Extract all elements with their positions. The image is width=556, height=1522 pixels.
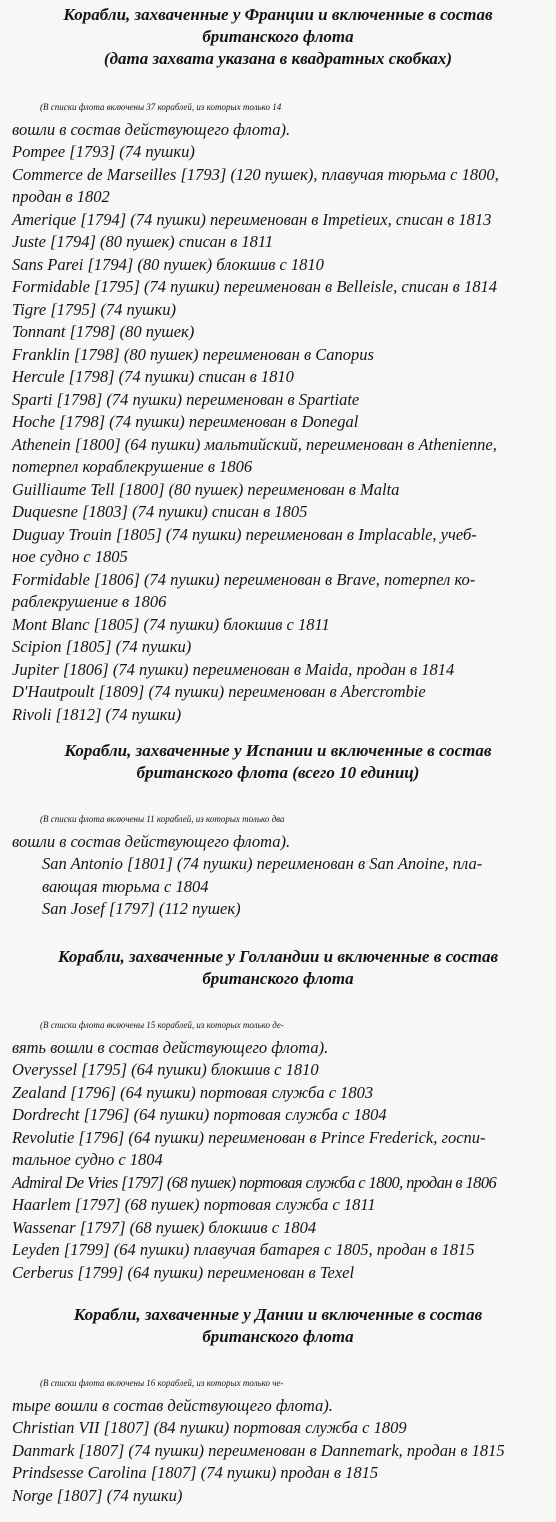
- entry-line: Athenein [1800] (64 пушки) мальтийский, переименован в Athenienne,: [12, 434, 497, 454]
- section-spain: [0, 740, 556, 921]
- entry-line: Prindsesse Carolina [1807] (74 пушки) продан в 1815: [12, 1463, 379, 1482]
- entry-line: Juste [1794] (80 пушек) списан в 1811: [12, 232, 274, 251]
- entry-line: San Antonio [1801] (74 пушки) переименован в San Anoine, пла-: [42, 854, 483, 873]
- entry-line: Norge [1807] (74 пушки): [12, 1485, 183, 1505]
- entry-line: Leyden [1799] (64 пушки) плавучая батарея с 1805, продан в 1815: [12, 1240, 475, 1259]
- ship-entry: [0, 614, 556, 637]
- entry-line: D'Hautpoult [1809] (74 пушки) переименован в Abercrombie: [12, 682, 426, 701]
- ship-entry: [0, 524, 556, 569]
- entry-line: Duguay Trouin [1805] (74 пушки) переименован в Implacable, учеб-: [12, 524, 477, 544]
- entry-line: Haarlem [1797] (68 пушек) портовая служба с 1811: [12, 1195, 376, 1214]
- ship-entry: [0, 321, 556, 344]
- ship-entry: [0, 1172, 556, 1195]
- intro-line: (В списки флота включены 15 кораблей, из которых только де-: [40, 1020, 284, 1030]
- entry-line: Sans Parei [1794] (80 пушек) блокшив с 1810: [12, 254, 324, 274]
- section-heading: [0, 4, 556, 70]
- ship-entry: [0, 1485, 556, 1508]
- ship-entry: [0, 898, 556, 921]
- heading-line: Корабли, захваченные у Испании и включенные в состав: [64, 741, 492, 760]
- ship-entry: [0, 299, 556, 322]
- section-france: [0, 4, 556, 726]
- ship-entry: [0, 209, 556, 232]
- ship-entry: [0, 141, 556, 164]
- heading-line: Корабли, захваченные у Голландии и включенные в состав: [57, 947, 499, 966]
- intro-line: (В списки флота включены 16 кораблей, из которых только че-: [40, 1378, 284, 1388]
- ship-list: [0, 853, 556, 921]
- entry-line: тальное судно с 1804: [12, 1150, 163, 1169]
- ship-entry: [0, 1462, 556, 1485]
- entry-line: Hercule [1798] (74 пушки) списан в 1810: [12, 367, 294, 386]
- section-denmark: [0, 1304, 556, 1507]
- intro-line: (В списки флота включены 11 кораблей, из которых только два: [40, 814, 285, 824]
- entry-line: раблекрушение в 1806: [12, 592, 167, 611]
- entry-line: Rivoli [1812] (74 пушки): [12, 704, 182, 724]
- ship-entry: [0, 434, 556, 479]
- ship-entry: [0, 1059, 556, 1082]
- ship-entry: [0, 569, 556, 614]
- entry-line: Jupiter [1806] (74 пушки) переименован в Maida, продан в 1814: [12, 659, 455, 679]
- section-intro: [0, 808, 556, 853]
- ship-entry: [0, 411, 556, 434]
- ship-entry: [0, 1217, 556, 1240]
- heading-line: британского флота: [202, 969, 354, 988]
- ship-entry: [0, 1082, 556, 1105]
- ship-entry: [0, 254, 556, 277]
- ship-entry: [0, 636, 556, 659]
- heading-line: Корабли, захваченные у Франции и включенные в состав: [63, 5, 493, 24]
- heading-line: Корабли, захваченные у Дании и включенные в состав: [73, 1305, 483, 1324]
- entry-line: Revolutie [1796] (64 пушки) переименован в Prince Frederick, госпи-: [12, 1127, 486, 1147]
- ship-entry: [0, 231, 556, 254]
- heading-line: британского флота: [202, 27, 354, 46]
- entry-line: Commerce de Marseilles [1793] (120 пушек), плавучая тюрьма с 1800,: [12, 164, 499, 184]
- entry-line: San Josef [1797] (112 пушек): [42, 899, 241, 918]
- entry-line: Mont Blanc [1805] (74 пушки) блокшив с 1811: [12, 614, 330, 634]
- entry-line: Franklin [1798] (80 пушек) переименован в Canopus: [12, 344, 374, 364]
- entry-line: Duquesne [1803] (74 пушки) списан в 1805: [12, 502, 308, 521]
- section-heading: [0, 1304, 556, 1348]
- ship-entry: [0, 479, 556, 502]
- ship-list: [0, 1417, 556, 1507]
- entry-line: Amerique [1794] (74 пушки) переименован в Impetieux, списан в 1813: [12, 209, 492, 229]
- entry-line: Tonnant [1798] (80 пушек): [12, 322, 195, 341]
- entry-line: Danmark [1807] (74 пушки) переименован в Dannemark, продан в 1815: [12, 1440, 505, 1460]
- ship-entry: [0, 704, 556, 727]
- ship-entry: [0, 1440, 556, 1463]
- ship-entry: [0, 1262, 556, 1285]
- intro-line: (В списки флота включены 37 кораблей, из которых только 14: [40, 102, 282, 112]
- entry-line: Formidable [1795] (74 пушки) переименован в Belleisle, списан в 1814: [12, 277, 497, 296]
- entry-line: Hoche [1798] (74 пушки) переименован в Donegal: [12, 412, 359, 431]
- entry-line: Sparti [1798] (74 пушки) переименован в Spartiate: [12, 389, 360, 409]
- section-intro: [0, 1014, 556, 1059]
- entry-line: Wassenar [1797] (68 пушек) блокшив с 1804: [12, 1217, 317, 1237]
- entry-line: Zealand [1796] (64 пушки) портовая служба с 1803: [12, 1082, 374, 1102]
- ship-entry: [0, 659, 556, 682]
- entry-line: Dordrecht [1796] (64 пушки) портовая служба с 1804: [12, 1105, 387, 1124]
- ship-entry: [0, 276, 556, 299]
- section-intro: [0, 96, 556, 141]
- ship-entry: [0, 1194, 556, 1217]
- entry-line: Admiral De Vries [1797] (68 пушек) портовая служба с 1800, продан в 1806: [12, 1172, 497, 1192]
- section-netherlands: [0, 946, 556, 1284]
- ship-entry: [0, 681, 556, 704]
- section-heading: [0, 740, 556, 784]
- ship-entry: [0, 1417, 556, 1440]
- entry-line: Tigre [1795] (74 пушки): [12, 299, 176, 319]
- ship-entry: [0, 164, 556, 209]
- entry-line: продан в 1802: [12, 187, 110, 206]
- ship-list: [0, 1059, 556, 1284]
- heading-line: британского флота: [202, 1327, 354, 1346]
- intro-line: вошли в состав действующего флота).: [12, 831, 291, 851]
- entry-line: Pompee [1793] (74 пушки): [12, 142, 195, 161]
- section-intro: [0, 1372, 556, 1417]
- heading-line: (дата захвата указана в квадратных скобках): [103, 49, 453, 68]
- intro-line: тыре вошли в состав действующего флота).: [12, 1395, 333, 1415]
- entry-line: Overyssel [1795] (64 пушки) блокшив с 1810: [12, 1060, 319, 1079]
- heading-line: британского флота (всего 10 единиц): [136, 763, 420, 782]
- ship-entry: [0, 344, 556, 367]
- entry-line: ное судно с 1805: [12, 547, 128, 566]
- entry-line: Formidable [1806] (74 пушки) переименован в Brave, потерпел ко-: [12, 569, 476, 589]
- entry-line: Scipion [1805] (74 пушки): [12, 637, 192, 656]
- section-heading: [0, 946, 556, 990]
- intro-line: вошли в состав действующего флота).: [12, 119, 291, 139]
- entry-line: Guilliaume Tell [1800] (80 пушек) переименован в Malta: [12, 479, 400, 499]
- entry-line: Christian VII [1807] (84 пушки) портовая служба с 1809: [12, 1418, 407, 1437]
- ship-entry: [0, 853, 556, 898]
- ship-entry: [0, 501, 556, 524]
- ship-entry: [0, 366, 556, 389]
- ship-list: [0, 141, 556, 726]
- entry-line: потерпел кораблекрушение в 1806: [12, 457, 253, 476]
- entry-line: Cerberus [1799] (64 пушки) переименован в Texel: [12, 1262, 355, 1282]
- ship-entry: [0, 1104, 556, 1127]
- ship-entry: [0, 1239, 556, 1262]
- intro-line: вять вошли в состав действующего флота).: [12, 1037, 329, 1057]
- ship-entry: [0, 1127, 556, 1172]
- ship-entry: [0, 389, 556, 412]
- entry-line: вающая тюрьма с 1804: [42, 876, 209, 896]
